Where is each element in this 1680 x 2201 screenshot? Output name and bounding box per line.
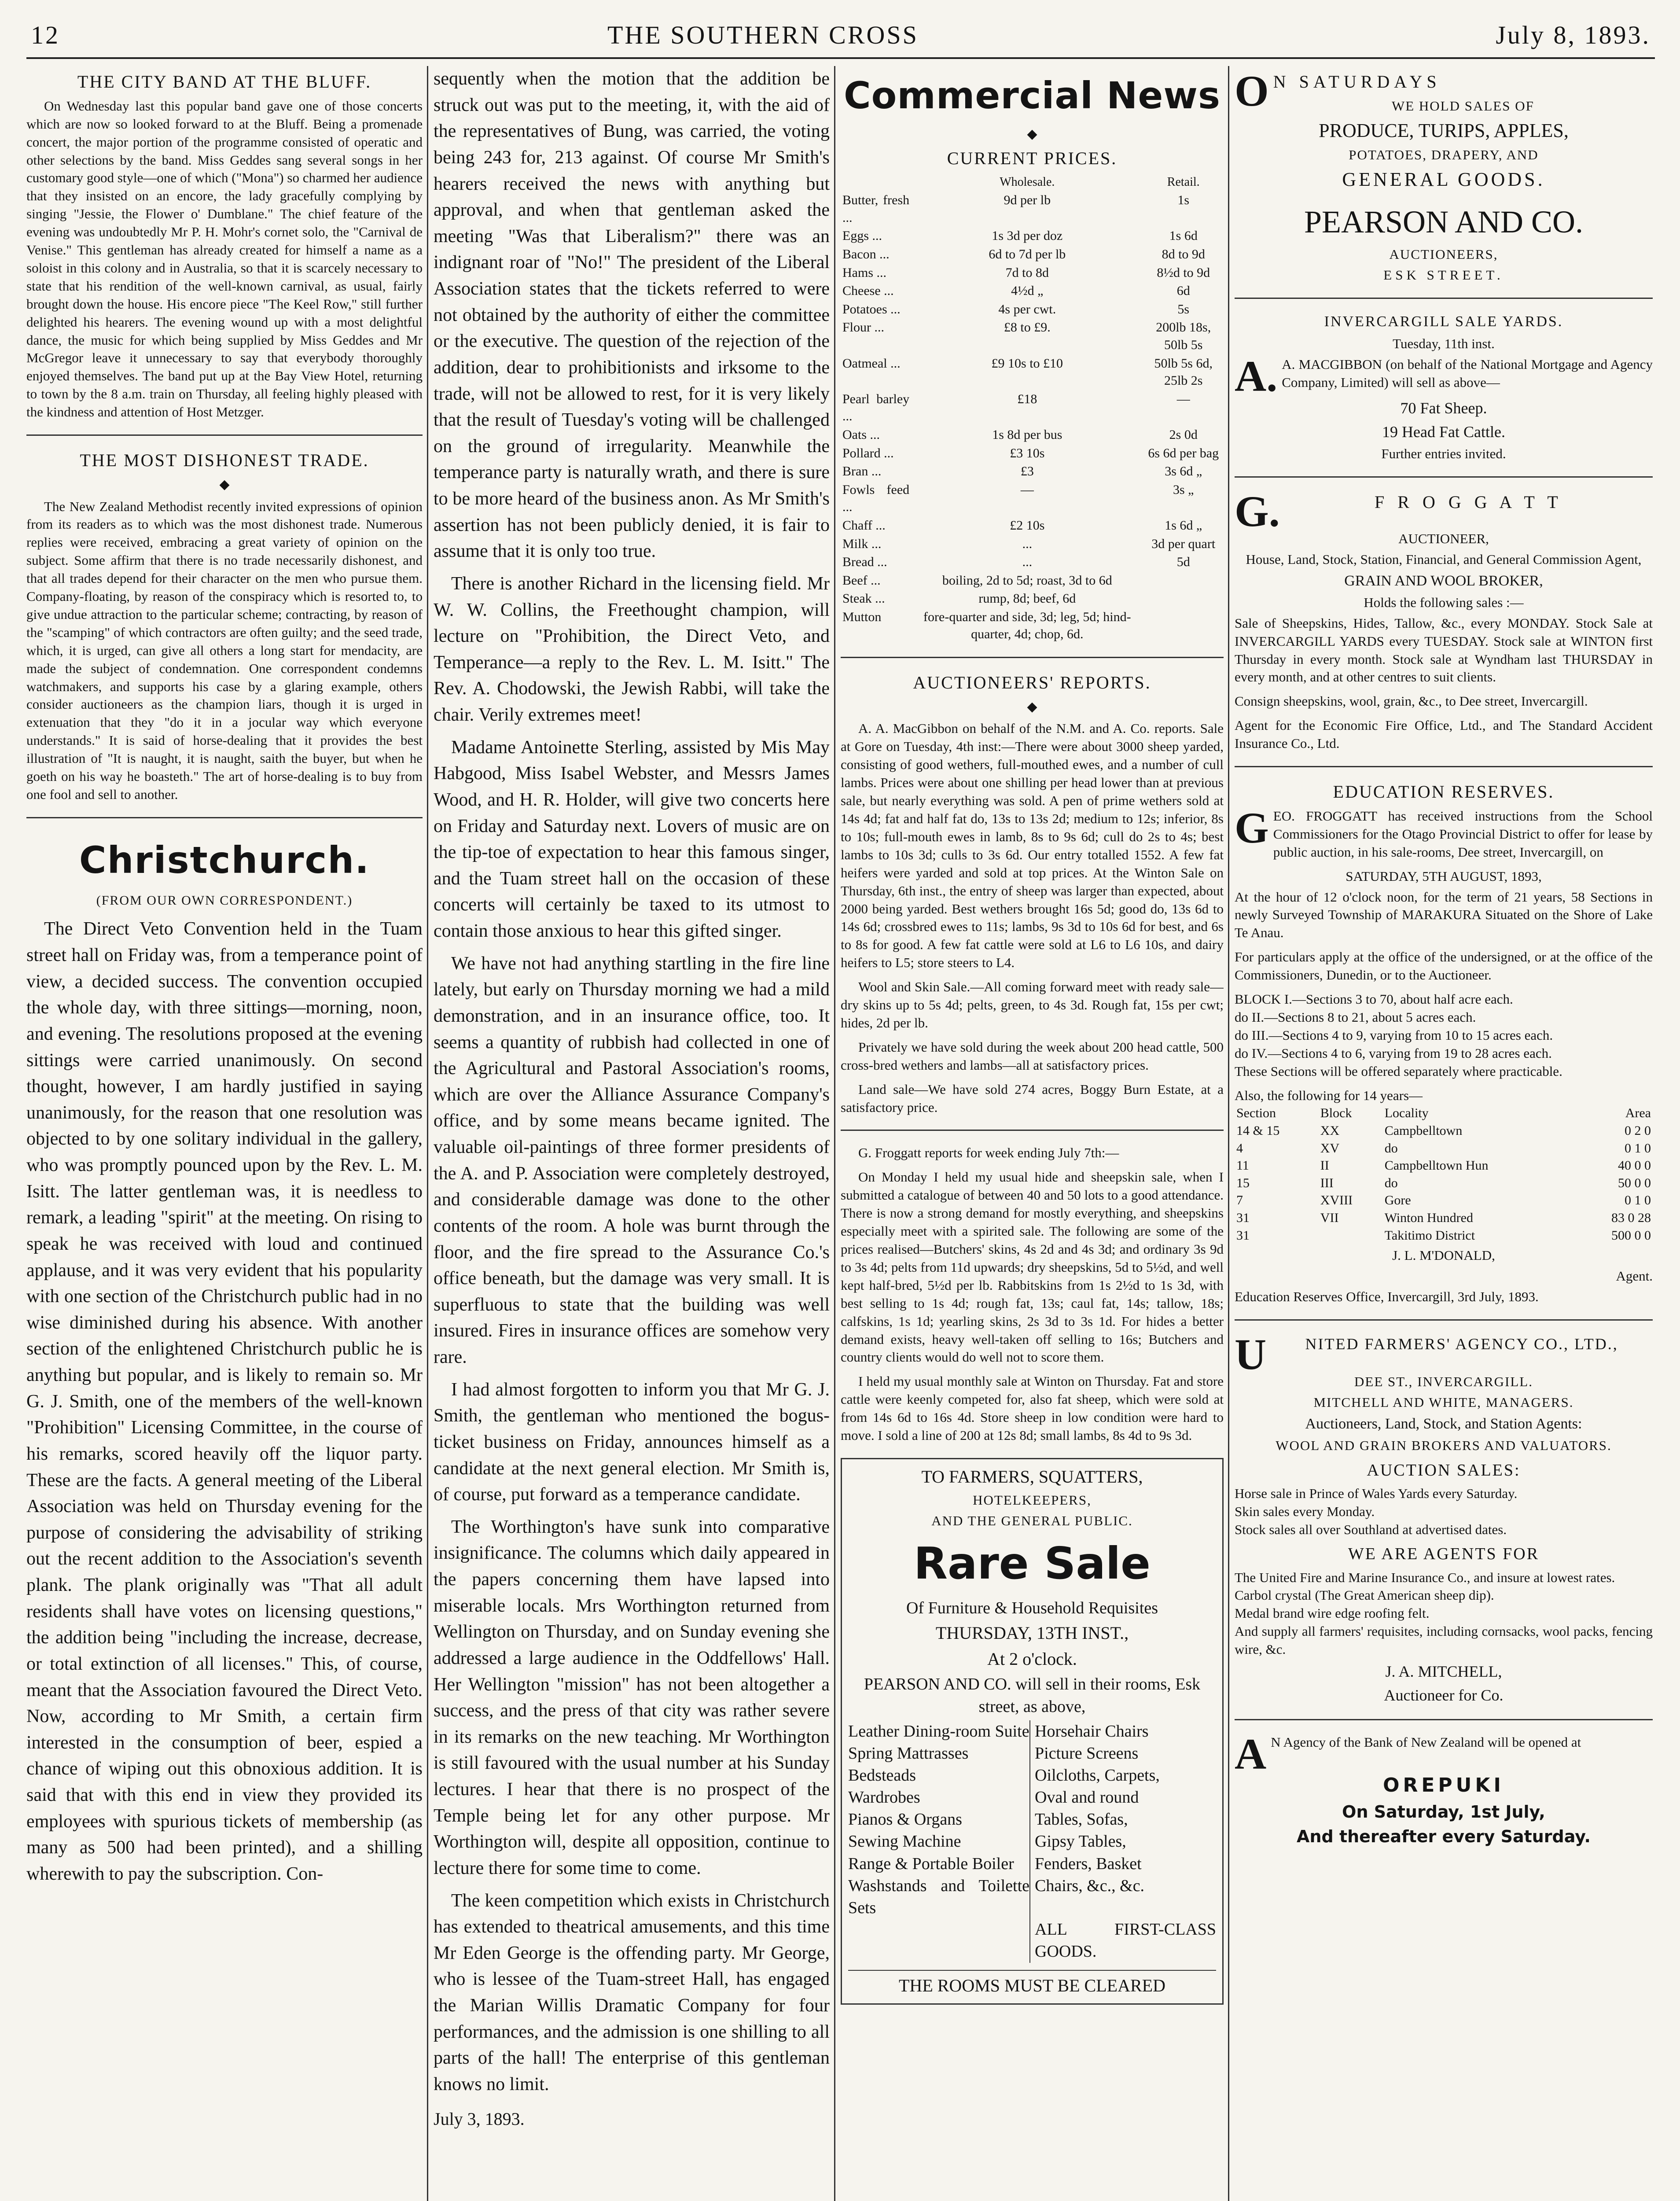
- advert-line: THURSDAY, 13TH INST.,: [935, 1623, 1129, 1643]
- column-1: [26, 66, 423, 2201]
- advert-line: Holds the following sales :—: [1364, 594, 1524, 610]
- table-cell: Oatmeal ...: [842, 356, 901, 371]
- correspondent-byline: (FROM OUR OWN CORRESPONDENT.): [96, 893, 353, 908]
- saturdays-advert: [1235, 66, 1653, 284]
- article-paragraph: There is another Richard in the licensing field. Mr W. W. Collins, the Freethought champion, will lecture on "Prohibition, the Direct Veto, and Temperance—a reply to the Rev. L. M. Isitt." The Rev. A. Chodowski, the Jewish Rabbi, will take the chair. Verily extremes meet!: [434, 573, 830, 725]
- goods-list-left: [848, 1720, 1029, 1963]
- table-cell: 3d per quart: [1151, 536, 1216, 551]
- divider: [1235, 476, 1653, 478]
- table-cell: Campbelltown Hun: [1384, 1158, 1489, 1173]
- table-row: [841, 264, 1224, 282]
- table-cell: boiling, 2d to 5d; roast, 3d to 6d: [942, 573, 1112, 588]
- article-paragraph: I had almost forgotten to inform you that Mr G. J. Smith, the gentleman who mentioned the bogus-ticket business on Friday, announces himself as a candidate at the next general election. Mr Smith is, of course, put forward as a temperance candidate.: [434, 1379, 830, 1505]
- column-2: [434, 66, 830, 2201]
- advert-line: AND THE GENERAL PUBLIC.: [931, 1513, 1133, 1528]
- table-cell: 6d: [1176, 283, 1190, 298]
- divider: [1235, 1319, 1653, 1321]
- table-row: [841, 462, 1224, 481]
- advert-line: 70 Fat Sheep.: [1400, 399, 1487, 417]
- advert-line: SATURDAY, 5TH AUGUST, 1893,: [1345, 868, 1542, 884]
- table-row: [841, 245, 1224, 264]
- table-cell: Eggs ...: [842, 228, 882, 243]
- table-cell: 6d to 7d per lb: [989, 247, 1066, 261]
- advert-line: WOOL AND GRAIN BROKERS AND VALUATORS.: [1276, 1437, 1612, 1453]
- advert-line: House, Land, Stock, Station, Financial, and General Commission Agent,: [1246, 552, 1642, 567]
- header-cell: Block: [1320, 1106, 1352, 1121]
- advert-line: THE ROOMS MUST BE CLEARED: [848, 1970, 1216, 1998]
- table-cell: Beef ...: [842, 573, 881, 588]
- table-cell: Oats ...: [842, 427, 880, 442]
- list-item: Range & Portable Boiler: [848, 1854, 1014, 1873]
- advert-line: AUCTIONEER,: [1398, 531, 1489, 547]
- table-cell: [1143, 571, 1224, 590]
- bank-advert: [1235, 1730, 1653, 1848]
- article-paragraph: The keen competition which exists in Christchurch has extended to theatrical amusements, and this time Mr Eden George is the offending party. Mr George, who is lessee of the Tuam-street Hall, has engaged the Marian Willis Dramatic Company for four performances, and the admission is one shilling to all parts of the hall! The enterprise of this gentleman knows no limit.: [434, 1890, 830, 2094]
- table-cell: £9 10s to £10: [991, 356, 1063, 371]
- advert-line: And supply all farmers' requisites, including cornsacks, wool packs, fencing wire, &c.: [1235, 1623, 1653, 1657]
- table-row: [1235, 1140, 1653, 1157]
- divider: [1235, 766, 1653, 767]
- advert-line: MITCHELL AND WHITE, MANAGERS.: [1313, 1394, 1574, 1410]
- table-cell: fore-quarter and side, 3d; leg, 5d; hind-quarter, 4d; chop, 6d.: [923, 609, 1131, 642]
- table-cell: 2s 0d: [1169, 427, 1198, 442]
- table-cell: XVIII: [1320, 1193, 1353, 1208]
- list-item: Leather Dining-room Suite: [848, 1722, 1029, 1741]
- report-paragraph: Land sale—We have sold 274 acres, Boggy Burn Estate, at a satisfactory price.: [841, 1081, 1224, 1115]
- table-cell: 83 0 28: [1611, 1211, 1651, 1226]
- table-cell: 7: [1236, 1193, 1243, 1208]
- table-cell: Milk ...: [842, 536, 882, 551]
- table-cell: [1143, 608, 1224, 644]
- table-cell: 8½d to 9d: [1157, 265, 1210, 280]
- table-cell: 50lb 5s 6d, 25lb 2s: [1154, 356, 1213, 388]
- table-row: [841, 535, 1224, 553]
- advert-line: Auctioneer for Co.: [1384, 1686, 1504, 1704]
- table-cell: 5s: [1177, 302, 1190, 317]
- column-4: [1235, 66, 1653, 2201]
- table-cell: Bacon ...: [842, 247, 890, 261]
- list-item: [1035, 1897, 1216, 1918]
- newspaper-title: THE SOUTHERN CROSS: [607, 21, 919, 49]
- advert-line: POTATOES, DRAPERY, AND: [1349, 147, 1539, 162]
- table-cell: XX: [1320, 1123, 1340, 1138]
- advert-line: AUCTIONEERS,: [1389, 246, 1498, 262]
- table-cell: Bran ...: [842, 464, 882, 479]
- advert-line: EO. FROGGATT has received instructions from the School Commissioners for the Otago Provincial District to offer for lease by public auction, in his sale-rooms, Dee street, Invercargill, on: [1273, 808, 1653, 860]
- table-cell: Pearl barley ...: [842, 391, 910, 424]
- table-row: [841, 571, 1224, 590]
- trade-headline: THE MOST DISHONEST TRADE.: [80, 450, 369, 471]
- table-cell: 4½d „: [1011, 283, 1044, 298]
- christchurch-headline: Christchurch.: [79, 838, 370, 882]
- advert-line: PEARSON AND CO.: [1304, 204, 1584, 239]
- table-row: [841, 481, 1224, 516]
- drop-cap: G.: [1235, 487, 1280, 536]
- advert-line: Horse sale in Prince of Wales Yards every Saturday.: [1235, 1485, 1518, 1501]
- advert-line: do III.—Sections 4 to 9, varying from 10 to 15 acres each.: [1235, 1027, 1553, 1043]
- advert-line: N SATURDAYS: [1273, 72, 1441, 92]
- advert-line: HOTELKEEPERS,: [973, 1492, 1092, 1508]
- table-cell: Hams ...: [842, 265, 886, 280]
- header-cell: Wholesale.: [1000, 175, 1055, 189]
- divider: [26, 817, 423, 818]
- advert-line: Medal brand wire edge roofing felt.: [1235, 1605, 1430, 1621]
- table-cell: 9d per lb: [1004, 193, 1051, 208]
- advert-line: ESK STREET.: [1383, 267, 1504, 283]
- list-item: Tables, Sofas,: [1035, 1810, 1128, 1829]
- table-cell: £3 10s: [1010, 445, 1045, 460]
- united-farmers-advert: [1235, 1329, 1653, 1706]
- table-cell: 14 & 15: [1236, 1123, 1280, 1138]
- advert-line: N Agency of the Bank of New Zealand will be opened at: [1271, 1734, 1581, 1750]
- advert-line: Sale of Sheepskins, Hides, Tallow, &c., every MONDAY. Stock Sale at INVERCARGILL YARDS every TUESDAY. Stock sale at WINTON first Thursday in every month. Stock sale at Wyndham last THURSDAY in every month, and at other centres to suit clients.: [1235, 615, 1653, 685]
- table-cell: Campbelltown: [1384, 1123, 1463, 1138]
- table-cell: ...: [1022, 536, 1033, 551]
- advert-line: PEARSON AND CO. will sell in their rooms, Esk street, as above,: [864, 1675, 1201, 1716]
- advert-line: Education Reserves Office, Invercargill, 3rd July, 1893.: [1235, 1289, 1539, 1305]
- table-cell: [1319, 1227, 1383, 1244]
- table-cell: £3: [1020, 464, 1034, 479]
- list-item: Gipsy Tables,: [1035, 1832, 1126, 1851]
- table-header-row: [1235, 1104, 1653, 1122]
- drop-cap: O: [1235, 66, 1269, 115]
- froggatt-advert: [1235, 487, 1653, 753]
- advert-line: J. A. MITCHELL,: [1385, 1663, 1502, 1681]
- column-rule: [427, 66, 428, 2201]
- table-cell: Steak ...: [842, 591, 885, 606]
- diamond-ornament: ◆: [1027, 126, 1037, 141]
- drop-cap: G: [1235, 803, 1269, 852]
- list-item: Wardrobes: [848, 1788, 920, 1807]
- table-row: [841, 300, 1224, 319]
- table-cell: —: [1176, 391, 1190, 406]
- table-cell: Bread ...: [842, 555, 887, 570]
- drop-cap: A.: [1235, 352, 1278, 401]
- table-cell: Chaff ...: [842, 518, 886, 533]
- band-paragraph: On Wednesday last this popular band gave one of those concerts which are now so looked forward to at the Bluff. Being a promenade concert, the major portion of the programme consisted of operatic and other selections by the band. Miss Geddes sang several songs in her customary good style—one of which ("Mona") so charmed her audience that they insisted on an encore, the lady gracefully complying by singing "Jessie, the Flower o' Dumblane." The chief feature of the evening was undoubtedly Mr P. H. Mohr's cornet solo, the "Carnival de Venise." This gentleman has already created for himself a name as a soloist in this colony and in Australia, so that it is scarcely necessary to state that his rendition of the well-known carnival, as usual, fairly brought down the house. His encore piece "The Keel Row," still further delighted his hearers. The evening wound up with a most delightful dance, the music for which being supplied by Miss Geddes and Mr McGregor leave it unnecessary to say that everybody thoroughly enjoyed themselves. The band put up at the Bay View Hotel, returning to town by the 8 a.m. train on Thursday, all feeling highly pleased with the kindness and attention of Host Metzger.: [26, 98, 423, 420]
- drop-cap: U: [1235, 1329, 1267, 1379]
- table-row: [841, 390, 1224, 426]
- current-prices-headline: CURRENT PRICES.: [947, 148, 1118, 169]
- table-cell: £18: [1017, 391, 1037, 406]
- advert-line: Consign sheepskins, wool, grain, &c., to Dee street, Invercargill.: [1235, 693, 1588, 709]
- goods-list-right: [1029, 1720, 1216, 1963]
- list-item: ALL FIRST-CLASS GOODS.: [1035, 1920, 1216, 1961]
- christchurch-paragraph: The Direct Veto Convention held in the Tuam street hall on Friday was, from a temperance point of view, a decided success. The convention occupied the whole day, with three sittings—morning, noon, and evening. The resolutions proposed at the evening sittings were carried unanimously. On second thought, however, I am hardly justified in saying unanimously, for the reason that one resolution was objected to by one solitary individual in the gallery, who was promptly pounced upon by the Rev. L. M. Isitt. The latter gentleman was, it is needless to remark, a leading "spirit" at the meeting. On rising to speak he was received with loud and continued applause, and it was very evident that his popularity with one section of the Christchurch public had in no wise diminished during his absence. With another section of the enlightened Christchurch public he is anything but popular, and is likely to remain so. Mr G. J. Smith, one of the members of the well-known "Prohibition" Licensing Committee, in the course of his remarks, scored heavily off the liquor party. These are the facts. A general meeting of the Liberal Association was held on Thursday evening for the purpose of considering the advisability of striking out the recent addition to the Association's seventh plank. The plank originally was "That all adult residents shall have votes on licensing questions," the addition being "including the increase, decrease, or total extinction of all licenses." This, of course, meant that the Association favoured the Direct Veto. Now, according to Mr Smith, a certain firm interested in the consumption of beer, espied a chance of wiping out this obnoxious addition. It is said that with this end in view they provided its employees with spurious tickets of membership (as many as 500 had been printed), and a shilling wherewith to pay the subscription. Con-: [26, 919, 423, 1884]
- table-cell: Butter, fresh ...: [842, 193, 910, 225]
- divider: [1235, 1719, 1653, 1720]
- list-item: Oilcloths, Carpets,: [1035, 1766, 1160, 1785]
- article-paragraph: We have not had anything startling in the fire line lately, but early on Thursday morning we had a mild demonstration, and in an insurance office, too. It seems a quantity of rubbish had collected in one of the Agricultural and Pastoral Association's rooms, which are over the Alliance Assurance Company's office, and by some means became ignited. The valuable oil-paintings of three former presidents of the A. and P. Association were completely destroyed, and considerable damage was done to the other contents of the room. A hole was burnt through the floor, and the fire spread to the Assurance Co.'s office beneath, but the damage was very small. It is superfluous to state that the building was well insured. Fires in insurance offices are somehow very rare.: [434, 953, 830, 1367]
- prices-table: [841, 174, 1224, 644]
- advert-line: do II.—Sections 8 to 21, about 5 acres each.: [1235, 1009, 1476, 1025]
- table-cell: £2 10s: [1010, 518, 1045, 533]
- table-cell: 200lb 18s, 50lb 5s: [1156, 320, 1211, 352]
- advert-line: 19 Head Fat Cattle.: [1382, 423, 1505, 441]
- advert-line: The United Fire and Marine Insurance Co., and insure at lowest rates.: [1235, 1569, 1615, 1585]
- advert-line: EDUCATION RESERVES.: [1333, 782, 1555, 802]
- advert-line: GRAIN AND WOOL BROKER,: [1344, 572, 1543, 589]
- list-item: Spring Mattrasses: [848, 1744, 969, 1763]
- table-cell: 500 0 0: [1611, 1228, 1651, 1243]
- advert-line: For particulars apply at the office of the undersigned, or at the office of the Commissioners, Dunedin, or to the Auctioneer.: [1235, 949, 1653, 983]
- table-cell: 7d to 8d: [1005, 265, 1049, 280]
- table-cell: 31: [1236, 1211, 1250, 1226]
- table-cell: 8d to 9d: [1162, 247, 1205, 261]
- dateline: July 3, 1893.: [434, 2109, 525, 2129]
- table-cell: —: [1020, 482, 1034, 497]
- advert-line: Of Furniture & Household Requisites: [906, 1598, 1158, 1617]
- header-cell: Retail.: [1167, 175, 1200, 189]
- advert-line: At 2 o'clock.: [987, 1649, 1077, 1669]
- table-row: [1235, 1209, 1653, 1227]
- divider: [841, 1130, 1224, 1131]
- advert-line: TO FARMERS, SQUATTERS,: [921, 1466, 1143, 1487]
- table-cell: £8 to £9.: [1004, 320, 1051, 335]
- table-cell: [1143, 589, 1224, 608]
- list-item: Oval and round: [1035, 1788, 1139, 1807]
- advert-line: OREPUKI: [1383, 1774, 1504, 1797]
- article-paragraph: sequently when the motion that the addition be struck out was put to the meeting, it, with the aid of the representatives of Bung, was carried, the voting being 243 for, 213 against. Of course Mr Smith's hearers received the news with anything but approval, and when that gentleman asked the meeting "Was that Liberalism?" there was an indignant roar of "No!" The president of the Liberal Association states that the tickets referred to were not obtained by the authority of either the committee or the executive. The question of the rejection of the addition, dear to prohibitionists and irksome to the trade, will not be allowed to rest, for it is very likely that the result of Tuesday's voting will be challenged on the ground of irregularity. Meanwhile the temperance party is naturally wrath, and there is sure to be more heard of the business anon. As Mr Smith's assertion has not been publicly denied, it is fair to assume that it is only too true.: [434, 69, 830, 562]
- table-cell: 50 0 0: [1618, 1175, 1651, 1190]
- table-row: [841, 426, 1224, 444]
- advert-line: Also, the following for 14 years—: [1235, 1087, 1423, 1103]
- goods-list: [848, 1720, 1216, 1963]
- table-cell: 5d: [1176, 555, 1190, 570]
- advert-line: AUCTION SALES:: [1367, 1461, 1521, 1480]
- divider: [841, 657, 1224, 658]
- table-row: [1235, 1227, 1653, 1244]
- table-cell: do: [1384, 1175, 1398, 1190]
- table-cell: Gore: [1384, 1193, 1411, 1208]
- advert-line: J. L. M'DONALD,: [1392, 1248, 1495, 1263]
- header-cell: Section: [1236, 1106, 1276, 1121]
- diamond-ornament: ◆: [1027, 699, 1037, 714]
- table-header-row: [841, 174, 1224, 191]
- band-headline: THE CITY BAND AT THE BLUFF.: [77, 72, 372, 92]
- list-item: Bedsteads: [848, 1766, 916, 1785]
- advert-line: INVERCARGILL SALE YARDS.: [1324, 313, 1563, 330]
- table-row: [841, 227, 1224, 245]
- table-cell: 1s 6d: [1169, 228, 1198, 243]
- advert-line: WE ARE AGENTS FOR: [1348, 1545, 1540, 1564]
- advert-line: At the hour of 12 o'clock noon, for the term of 21 years, 58 Sections in newly Surveyed Township of MARAKURA Situated on the Shore of Lake Te Anau.: [1235, 889, 1653, 941]
- list-item: Pianos & Organs: [848, 1810, 962, 1829]
- commercial-news-headline: Commercial News: [844, 74, 1220, 117]
- advert-line: Agent for the Economic Fire Office, Ltd., and The Standard Accident Insurance Co., Ltd.: [1235, 718, 1653, 751]
- masthead: [26, 9, 1655, 59]
- list-item: Fenders, Basket: [1035, 1854, 1142, 1873]
- table-row: [841, 608, 1224, 644]
- divider: [26, 434, 423, 436]
- issue-date: July 8, 1893.: [1496, 21, 1651, 49]
- auctioneers-reports-headline: AUCTIONEERS' REPORTS.: [913, 673, 1151, 693]
- table-cell: 40 0 0: [1618, 1158, 1651, 1173]
- advert-line: do IV.—Sections 4 to 6, varying from 19 to 28 acres each.: [1235, 1045, 1552, 1061]
- table-cell: Winton Hundred: [1384, 1211, 1473, 1226]
- table-cell: Pollard ...: [842, 445, 894, 460]
- table-cell: 31: [1236, 1228, 1250, 1243]
- advert-line: GENERAL GOODS.: [1342, 168, 1545, 190]
- column-3: [841, 66, 1224, 2201]
- table-cell: 6s 6d per bag: [1148, 445, 1219, 460]
- table-row: [841, 553, 1224, 571]
- list-item: Washstands and Toilette Sets: [848, 1876, 1029, 1917]
- list-item: Chairs, &c., &c.: [1035, 1876, 1145, 1895]
- advert-line: These Sections will be offered separately where practicable.: [1235, 1063, 1562, 1079]
- rare-sale-advert: [841, 1458, 1224, 2005]
- table-cell: ...: [1022, 555, 1033, 570]
- report-paragraph: On Monday I held my usual hide and sheepskin sale, when I submitted a catalogue of between 40 and 50 lots to a good attendance. There is now a strong demand for mostly everything, and sheepskins especially meet with a spirited sale. The following are some of the prices realised—Butchers' skins, 4s 2d and 4s 3d; and ordinary 3s 9d to 3s 4d; pelts from 11d upwards; dry sheepskins, 5d to 5½d, and well kept half-bred, 5½d per lb. Rabbitskins from 1s 2½d to 1s 3d, with best selling to 1s 4d; rough fat, 13s; caul fat, 14s; tallow, 18s; calfskins, 1s 1d; yearling skins, 2s 3d to 3s 1d. For hides a better demand exists, heavy well-taken off selling to 16s; Butchers and country clients would do well not to score them.: [841, 1169, 1224, 1365]
- table-cell: 1s 6d „: [1165, 518, 1202, 533]
- drop-cap: A: [1235, 1730, 1267, 1779]
- table-cell: 1s: [1177, 193, 1190, 208]
- advert-line: And thereafter every Saturday.: [1297, 1827, 1591, 1847]
- table-cell: 0 1 0: [1625, 1141, 1651, 1156]
- table-cell: 4s per cwt.: [998, 302, 1056, 317]
- advert-line: Agent.: [1616, 1268, 1653, 1284]
- diamond-ornament: ◆: [219, 477, 230, 492]
- table-row: [841, 282, 1224, 300]
- table-cell: 1s 3d per doz: [992, 228, 1063, 243]
- header-cell: [841, 174, 911, 191]
- table-cell: Flour ...: [842, 320, 885, 335]
- article-paragraph: The Worthington's have sunk into comparative insignificance. The columns which daily appeared in the papers concerning them have lapsed into miserable locals. Mrs Worthington returned from Wellington on Thursday, and on Sunday evening she addressed a large audience in the Oddfellows' Hall. Her Wellington "mission" has not been altogether a success, and the press of that city was rather severe in its remarks on the new teaching. Mr Worthington is still favoured with the usual number at his Sunday lectures. I hear that there is no prospect of the Temple being let for any other purpose. Mr Worthington will, despite all opposition, continue to lecture there for some time to come.: [434, 1516, 830, 1878]
- table-cell: Fowls feed ...: [842, 482, 910, 515]
- table-cell: II: [1320, 1158, 1329, 1173]
- table-cell: Mutton: [842, 609, 882, 624]
- table-cell: 0 2 0: [1625, 1123, 1651, 1138]
- table-row: [841, 191, 1224, 227]
- table-row: [841, 444, 1224, 463]
- report-paragraph: Privately we have sold during the week about 200 head cattle, 500 cross-bred wethers and lambs—all at satisfactory prices.: [841, 1039, 1224, 1073]
- rare-sale-title: Rare Sale: [913, 1537, 1151, 1589]
- advert-line: Further entries invited.: [1381, 446, 1506, 462]
- column-rule: [834, 66, 835, 2201]
- report-paragraph: A. A. MacGibbon on behalf of the N.M. and A. Co. reports. Sale at Gore on Tuesday, 4th inst:—There were about 3000 sheep yarded, consisting of good wethers, full-mouthed ewes, and a number of cull lambs. Prices were about one shilling per head lower than at previous sale, but nearly everything was sold. A pen of prime wethers sold at 14s 4d; fat and half fat do, 13s to 13s 2d; medium to 12s; inferior, 8s to 10s; full-mouth ewes in lamb, 8s to 9s 6d; cull do 2s to 4s; best lambs to 10s 3d; culls to 3s 6d. Our entry totalled 1552. A few fat heifers were yarded and sold at top prices. At the Winton Sale on Thursday, 6th inst., the entry of sheep was larger than expected, about 2000 being yarded. Best wethers brought 16s 5d; good do, 13s 6d to 14s 6d; crossbred ewes to 11s; lambs, 9s 3d to 10s 6d for best, and 6s to 8s for good. A few fat cattle were sold at L6 to L6 10s, and dairy heifers to L5; store steers to L4.: [841, 721, 1224, 971]
- table-cell: 3s 6d „: [1165, 464, 1202, 479]
- table-cell: 3s „: [1173, 482, 1194, 497]
- table-cell: III: [1320, 1175, 1334, 1190]
- advert-line: A. MACGIBBON (on behalf of the National Mortgage and Agency Company, Limited) will sell as above—: [1282, 357, 1653, 390]
- table-cell: rump, 8d; beef, 6d: [978, 591, 1076, 606]
- column-rule: [1228, 66, 1229, 2201]
- education-reserves-advert: [1235, 780, 1653, 1306]
- table-cell: 0 1 0: [1625, 1193, 1651, 1208]
- table-row: [841, 516, 1224, 535]
- table-cell: VII: [1320, 1211, 1339, 1226]
- advert-line: DEE ST., INVERCARGILL.: [1354, 1373, 1533, 1389]
- trade-paragraph: The New Zealand Methodist recently invited expressions of opinion from its readers as to which was the most dishonest trade. Numerous replies were received, embracing a great variety of opinion on the subject. Some affirm that there is no trade necessarily dishonest, and that all trades depend for their character on the men who pursue them. Company-floating, by reason of the conspiracy which is resorted to, to give undue attraction to the particular scheme; contracting, by reason of the "scamping" of which contractors are often guilty; and the seed trade, which, it is urged, can give all others a long start for mendacity, are made the subject of condemnation. One correspondent condemns watchmakers, and supports his case by a glaring example, others consider auctioneers as the champion liars, though it is urged in extenuation that they "do it in a jocular way which everyone understands." It is said of horse-dealing that it provides the best illustration of "It is naught, it is naught, saith the buyer, but when he goeth on his way he boasteth." The art of horse-dealing is to buy from one fool and sell to another.: [26, 498, 423, 802]
- table-row: [1235, 1122, 1653, 1140]
- list-item: Horsehair Chairs: [1035, 1722, 1149, 1741]
- table-cell: XV: [1320, 1141, 1340, 1156]
- table-cell: Potatoes ...: [842, 302, 901, 317]
- table-row: [841, 354, 1224, 390]
- list-item: Sewing Machine: [848, 1832, 961, 1851]
- article-paragraph: Madame Antoinette Sterling, assisted by Mis May Habgood, Miss Isabel Webster, and Messrs James Wood, and H. R. Holder, will give two concerts here on Friday and Saturday next. Lovers of music are on the tip-toe of expectation to hear this famous singer, and the Tuam street hall on the occasion of these concerts will certainly be taxed to its utmost to contain those anxious to hear this gifted singer.: [434, 737, 830, 941]
- advert-line: Stock sales all over Southland at advertised dates.: [1235, 1521, 1507, 1537]
- advert-line: PRODUCE, TURIPS, APPLES,: [1319, 119, 1569, 141]
- table-row: [1235, 1174, 1653, 1192]
- report-paragraph: Wool and Skin Sale.—All coming forward meet with ready sale—dry skins up to 5s 4d; pelts, green, to 4s 3d. Rough fat, 15s per cwt; hides, 2d per lb.: [841, 979, 1224, 1031]
- advert-line: F R O G G A T T: [1375, 492, 1562, 512]
- table-cell: do: [1384, 1141, 1398, 1156]
- advert-line: Skin sales every Monday.: [1235, 1503, 1375, 1519]
- report-paragraph: G. Froggatt reports for week ending July 7th:—: [858, 1145, 1119, 1161]
- table-row: [841, 318, 1224, 354]
- table-row: [841, 589, 1224, 608]
- advert-line: BLOCK I.—Sections 3 to 70, about half acre each.: [1235, 991, 1513, 1007]
- table-cell: Cheese ...: [842, 283, 894, 298]
- table-cell: 4: [1236, 1141, 1243, 1156]
- table-cell: Takitimo District: [1384, 1228, 1475, 1243]
- advert-line: NITED FARMERS' AGENCY CO., LTD.,: [1305, 1335, 1618, 1353]
- header-cell: Area: [1625, 1106, 1651, 1121]
- table-cell: 1s 8d per bus: [992, 427, 1062, 442]
- table-cell: 15: [1236, 1175, 1250, 1190]
- table-row: [1235, 1192, 1653, 1209]
- advert-line: Tuesday, 11th inst.: [1393, 336, 1495, 352]
- header-cell: Locality: [1384, 1106, 1429, 1121]
- sale-yards-advert: [1235, 312, 1653, 464]
- advert-line: On Saturday, 1st July,: [1342, 1802, 1545, 1822]
- report-paragraph: I held my usual monthly sale at Winton on Thursday. Fat and store cattle were keenly competed for, also fat sheep, which were sold at from 14s 6d to 16s 4d. Store sheep in low condition were hard to move. I sold a line of 200 at 12s 8d; small lambs, 8s 4d to 9s 3d.: [841, 1373, 1224, 1443]
- divider: [1235, 298, 1653, 299]
- advert-line: Carbol crystal (The Great American sheep dip).: [1235, 1587, 1494, 1603]
- table-row: [1235, 1157, 1653, 1174]
- table-cell: 11: [1236, 1158, 1249, 1173]
- list-item: Picture Screens: [1035, 1744, 1139, 1763]
- advert-line: Auctioneers, Land, Stock, and Station Agents:: [1305, 1415, 1582, 1432]
- sections-table: [1235, 1104, 1653, 1244]
- page-number: 12: [31, 21, 60, 49]
- advert-line: WE HOLD SALES OF: [1391, 98, 1534, 114]
